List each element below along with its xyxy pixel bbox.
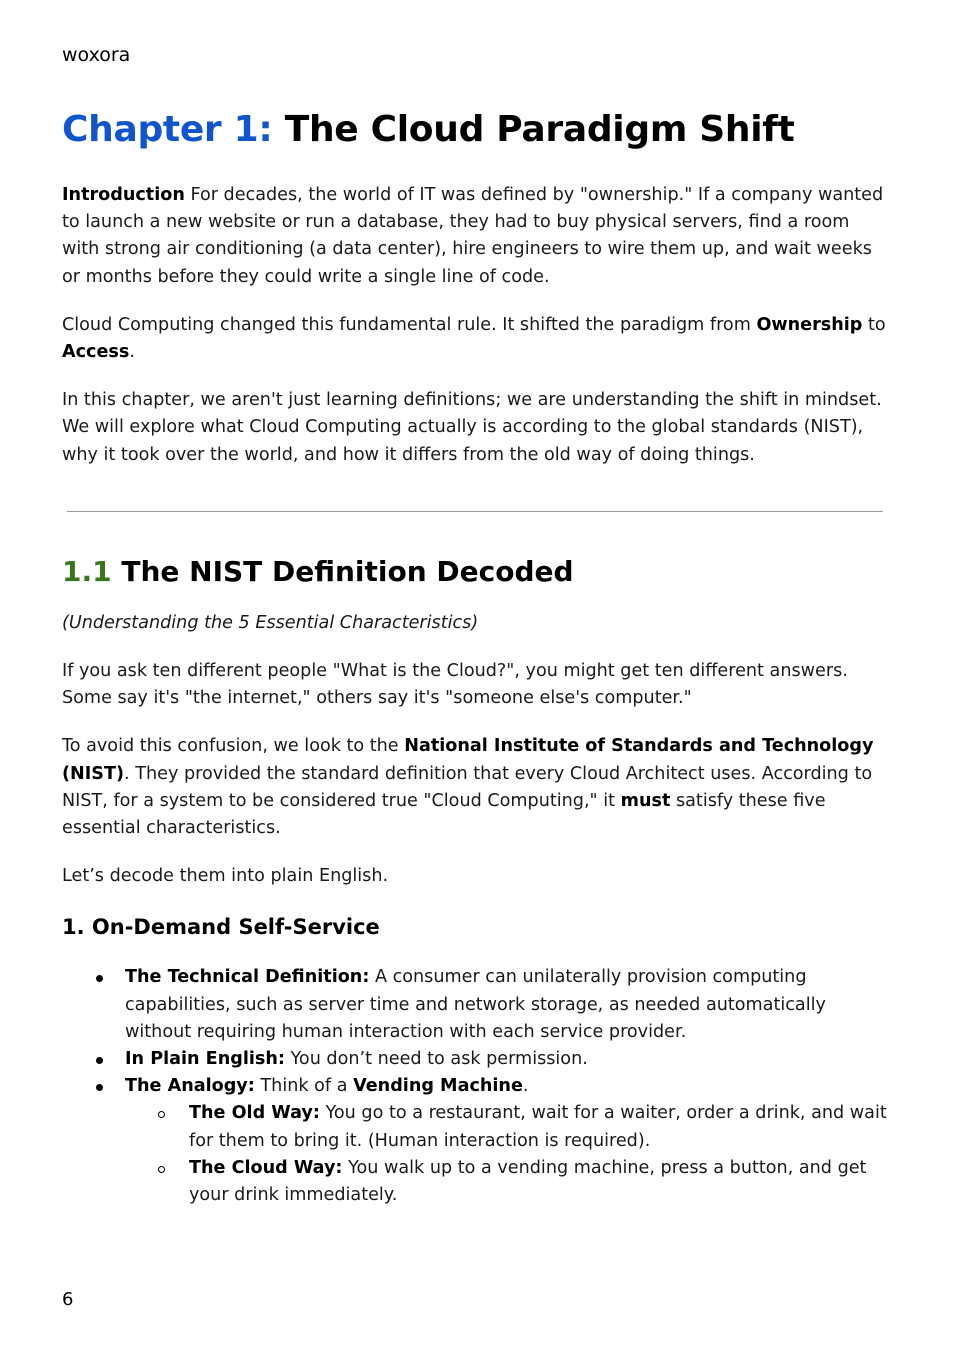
section-subtitle: (Understanding the 5 Essential Characteristics) [62,612,479,633]
item-text: Think of a [254,1076,354,1097]
intro-label: Introduction [62,185,185,205]
text: Cloud Computing changed this fundamental rule. It shifted the paradigm from [62,314,757,335]
section-paragraph-2 [62,733,888,842]
item-text: A consumer can unilaterally provision computing capabilities, such as server time and network storage, as needed automatically without requiring human interaction with each service provider. [125,967,826,1042]
section-title-text: The NIST Definition Decoded [111,554,574,588]
paradigm-paragraph [62,312,888,366]
chapter-title-text: The Cloud Paradigm Shift [272,109,795,150]
bold-must: must [620,790,671,811]
document-header: woxora [62,44,131,66]
item-label: The Old Way: [189,1103,320,1124]
item-text: You walk up to a vending machine, press a button, and get your drink immediately. [189,1157,867,1206]
item-label: The Analogy: [125,1076,255,1097]
analogy-sublist [125,1100,888,1209]
intro-paragraph [62,182,888,291]
page-number: 6 [62,1289,74,1310]
chapter-overview-paragraph: In this chapter, we aren't just learning definitions; we are understanding the shift in mindset. We will explore what Cloud Computing actually is according to the global standards (NIST), why it took over the world, and how it differs from the old way of doing things. [62,390,882,465]
sublist-item [189,1100,888,1154]
item-text: You don’t need to ask permission. [284,1049,588,1070]
chapter-title [62,104,888,156]
list-item [125,964,888,1046]
item-bold: Vending Machine [353,1076,523,1097]
sublist-item [189,1155,888,1209]
text: To avoid this confusion, we look to the [62,736,405,757]
intro-text: For decades, the world of IT was defined by "ownership." If a company wanted to launch a new website or run a database, they had to buy physical servers, find a room with strong air conditioning (a data center), hire engineers to wire them up, and wait weeks or months before they could write a single line of code. [62,185,884,287]
section-number: 1.1 [62,554,112,588]
divider [67,511,883,512]
list-item [125,1073,888,1209]
characteristic-title: 1. On-Demand Self-Service [62,915,380,940]
item-text: . [522,1076,529,1097]
section-paragraph-3: Let’s decode them into plain English. [62,866,389,887]
section-title [62,552,888,592]
bold-access: Access [62,342,130,363]
text: . [129,342,135,363]
item-label: The Technical Definition: [125,967,370,988]
text: . They provided the standard definition that every Cloud Architect uses. According to NIST, for a system to be considered true "Cloud Computing," it [62,763,873,811]
text: to [862,314,886,335]
bold-nist: National Institute of Standards and Technology (NIST) [62,736,874,784]
page-content [62,104,888,1209]
section-paragraph-1: If you ask ten different people "What is the Cloud?", you might get ten different answers. Some say it's "the internet," others say it's "someone else's computer." [62,661,848,709]
text: satisfy these five essential characteristics. [62,790,826,839]
bold-ownership: Ownership [756,314,863,335]
item-text: You go to a restaurant, wait for a waiter, order a drink, and wait for them to bring it. (Human interaction is required). [189,1103,887,1151]
chapter-number: Chapter 1: [62,109,273,150]
characteristic-list [62,964,888,1209]
item-label: In Plain English: [125,1049,285,1070]
item-label: The Cloud Way: [189,1157,343,1178]
list-item [125,1046,888,1073]
